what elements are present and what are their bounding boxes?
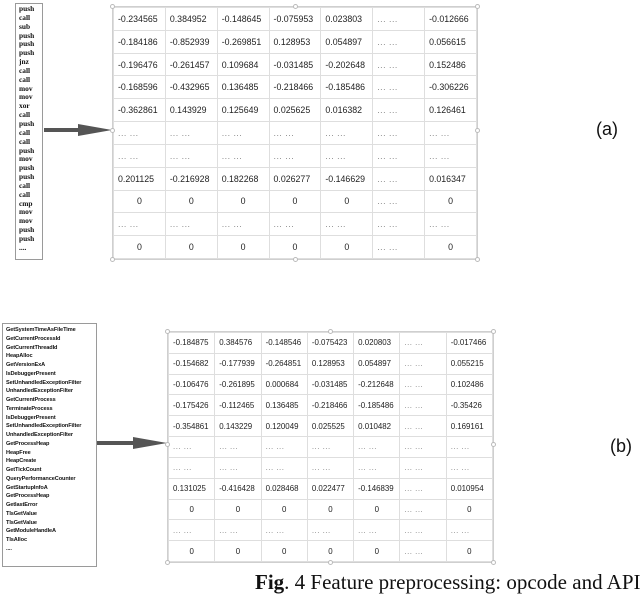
table-cell: -0.184186 bbox=[114, 30, 166, 53]
table-cell: ... ... bbox=[321, 122, 373, 145]
sequence-item: mov bbox=[19, 216, 33, 226]
table-cell: -0.218466 bbox=[269, 76, 321, 99]
table-cell: ... ... bbox=[373, 53, 425, 76]
table-cell: 0.128953 bbox=[307, 353, 353, 374]
sequence-item: QueryPerformanceCounter bbox=[6, 475, 76, 482]
table-cell: ... ... bbox=[446, 520, 492, 541]
sequence-item: HeapAlloc bbox=[6, 353, 33, 360]
sequence-item: mov bbox=[19, 207, 33, 217]
sequence-item: GetCurrentThreadId bbox=[6, 344, 58, 351]
table-cell: 0.020803 bbox=[354, 333, 400, 354]
caption-prefix: Fig bbox=[255, 570, 285, 594]
table-cell: 0.384576 bbox=[215, 333, 261, 354]
table-row bbox=[169, 499, 493, 520]
table-row bbox=[114, 236, 477, 259]
table-cell: 0 bbox=[354, 541, 400, 562]
table-cell: 0.120049 bbox=[261, 416, 307, 437]
table-cell: 0.028468 bbox=[261, 478, 307, 499]
sequence-item: TlsGetValue bbox=[6, 510, 37, 517]
sequence-item: TlsGetValue bbox=[6, 519, 37, 526]
table-cell: ... ... bbox=[400, 478, 446, 499]
table-cell: 0.016382 bbox=[321, 99, 373, 122]
table-cell: -0.075423 bbox=[307, 333, 353, 354]
table-cell: 0 bbox=[217, 190, 269, 213]
table-row bbox=[169, 416, 493, 437]
api-sequence-list bbox=[2, 323, 97, 567]
table-cell: ... ... bbox=[425, 213, 477, 236]
sequence-item: TerminateProcess bbox=[6, 405, 53, 412]
table-cell: -0.148645 bbox=[217, 8, 269, 31]
table-cell: 0.125649 bbox=[217, 99, 269, 122]
table-cell: 0 bbox=[307, 499, 353, 520]
table-cell: ... ... bbox=[373, 213, 425, 236]
arrow-icon-b bbox=[97, 437, 167, 449]
table-row bbox=[114, 8, 477, 31]
table-cell: -0.35426 bbox=[446, 395, 492, 416]
table-cell: ... ... bbox=[321, 144, 373, 167]
sequence-item: mov bbox=[19, 92, 33, 102]
sequence-item: SetUnhandledExceptionFilter bbox=[6, 423, 82, 430]
table-cell: 0.054897 bbox=[321, 30, 373, 53]
table-cell: 0.056615 bbox=[425, 30, 477, 53]
panel-label-b: (b) bbox=[610, 436, 632, 456]
table-cell: ... ... bbox=[307, 520, 353, 541]
sequence-item: push bbox=[19, 225, 35, 235]
table-cell: 0 bbox=[165, 236, 217, 259]
sequence-item: jnz bbox=[19, 57, 29, 67]
sequence-item: TlsAlloc bbox=[6, 537, 27, 543]
table-cell: ... ... bbox=[373, 30, 425, 53]
table-cell: 0 bbox=[261, 541, 307, 562]
sequence-item: mov bbox=[19, 83, 33, 93]
table-cell: 0.143929 bbox=[165, 99, 217, 122]
table-cell: -0.146629 bbox=[321, 167, 373, 190]
table-cell: ... ... bbox=[307, 437, 353, 458]
arrow-icon-a bbox=[44, 124, 112, 136]
sequence-item: xor bbox=[19, 101, 30, 111]
table-row bbox=[114, 99, 477, 122]
table-cell: -0.416428 bbox=[215, 478, 261, 499]
table-cell: 0 bbox=[169, 541, 215, 562]
sequence-item: IsDebuggerPresent bbox=[6, 414, 56, 421]
figure-caption bbox=[255, 570, 640, 595]
sequence-item: sub bbox=[19, 21, 31, 31]
table-row bbox=[114, 190, 477, 213]
sequence-item: push bbox=[19, 172, 35, 182]
table-cell: ... ... bbox=[400, 333, 446, 354]
sequence-item: mov bbox=[19, 154, 33, 164]
table-cell: -0.112465 bbox=[215, 395, 261, 416]
table-cell: 0.201125 bbox=[114, 167, 166, 190]
resize-handle bbox=[165, 442, 170, 447]
sequence-item: HeapFree bbox=[6, 449, 31, 456]
table-cell: -0.196476 bbox=[114, 53, 166, 76]
feature-matrix-a bbox=[112, 6, 478, 260]
table-row bbox=[114, 167, 477, 190]
sequence-item: GetCurrentProcess bbox=[6, 397, 56, 403]
table-cell: ... ... bbox=[400, 437, 446, 458]
table-row bbox=[169, 541, 493, 562]
sequence-item: GetStartupInfoA bbox=[6, 484, 48, 491]
table-cell: -0.261457 bbox=[165, 53, 217, 76]
table-cell: -0.202648 bbox=[321, 53, 373, 76]
table-cell: -0.264851 bbox=[261, 353, 307, 374]
table-cell: 0 bbox=[354, 499, 400, 520]
table-cell: -0.031485 bbox=[269, 53, 321, 76]
table-cell: 0.025525 bbox=[307, 416, 353, 437]
table-cell: -0.148546 bbox=[261, 333, 307, 354]
table-cell: 0 bbox=[169, 499, 215, 520]
table-cell: 0.010482 bbox=[354, 416, 400, 437]
table-cell: ... ... bbox=[373, 122, 425, 145]
table-cell: ... ... bbox=[354, 457, 400, 478]
table-cell: ... ... bbox=[400, 499, 446, 520]
resize-handle bbox=[475, 128, 480, 133]
table-cell: 0 bbox=[425, 190, 477, 213]
table-cell: ... ... bbox=[165, 213, 217, 236]
resize-handle bbox=[328, 329, 333, 334]
table-cell: ... ... bbox=[217, 122, 269, 145]
table-cell: 0 bbox=[165, 190, 217, 213]
table-cell: ... ... bbox=[307, 457, 353, 478]
table-cell: -0.012666 bbox=[425, 8, 477, 31]
table-cell: 0 bbox=[307, 541, 353, 562]
table-cell: 0.384952 bbox=[165, 8, 217, 31]
table-cell: -0.852939 bbox=[165, 30, 217, 53]
table-cell: 0.152486 bbox=[425, 53, 477, 76]
resize-handle bbox=[110, 128, 115, 133]
table-cell: ... ... bbox=[169, 520, 215, 541]
table-cell: -0.175426 bbox=[169, 395, 215, 416]
table-cell: ... ... bbox=[373, 190, 425, 213]
table-cell: ... ... bbox=[373, 144, 425, 167]
sequence-item: push bbox=[19, 145, 35, 155]
table-cell: ... ... bbox=[446, 437, 492, 458]
table-cell: ... ... bbox=[269, 144, 321, 167]
table-cell: 0.022477 bbox=[307, 478, 353, 499]
table-cell: -0.185486 bbox=[354, 395, 400, 416]
table-cell: 0.136485 bbox=[261, 395, 307, 416]
table-cell: -0.269851 bbox=[217, 30, 269, 53]
sequence-item: call bbox=[19, 189, 31, 199]
table-cell: ... ... bbox=[373, 76, 425, 99]
table-cell: ... ... bbox=[217, 213, 269, 236]
sequence-item: .... bbox=[19, 242, 27, 252]
sequence-item: push bbox=[19, 48, 35, 58]
sequence-item: push bbox=[19, 233, 35, 243]
sequence-item: call bbox=[19, 65, 31, 75]
table-cell: 0.023803 bbox=[321, 8, 373, 31]
table-cell: -0.154682 bbox=[169, 353, 215, 374]
table-cell: 0.109684 bbox=[217, 53, 269, 76]
sequence-item: call bbox=[19, 12, 31, 22]
sequence-item: GetProcessHeap bbox=[6, 493, 50, 500]
table-row bbox=[114, 122, 477, 145]
table-cell: 0.000684 bbox=[261, 374, 307, 395]
sequence-item: call bbox=[19, 74, 31, 84]
table-cell: 0 bbox=[425, 236, 477, 259]
caption-text: . 4 Feature preprocessing: opcode and API bbox=[284, 570, 640, 594]
table-cell: -0.185486 bbox=[321, 76, 373, 99]
table-cell: -0.362861 bbox=[114, 99, 166, 122]
table-row bbox=[114, 30, 477, 53]
table-cell: ... ... bbox=[373, 236, 425, 259]
table-cell: 0.143229 bbox=[215, 416, 261, 437]
table-cell: ... ... bbox=[373, 8, 425, 31]
table-cell: 0.131025 bbox=[169, 478, 215, 499]
sequence-item: push bbox=[19, 30, 35, 40]
table-cell: -0.432965 bbox=[165, 76, 217, 99]
resize-handle bbox=[293, 257, 298, 262]
table-row bbox=[169, 520, 493, 541]
table-row bbox=[114, 53, 477, 76]
resize-handle bbox=[165, 329, 170, 334]
table-cell: 0.055215 bbox=[446, 353, 492, 374]
sequence-item: GetlastError bbox=[6, 502, 38, 508]
table-cell: ... ... bbox=[354, 520, 400, 541]
table-cell: 0.182268 bbox=[217, 167, 269, 190]
table-cell: ... ... bbox=[217, 144, 269, 167]
sequence-item: UnhandledExceptionFilter bbox=[6, 388, 73, 395]
table-cell: 0.010954 bbox=[446, 478, 492, 499]
table-cell: 0.025625 bbox=[269, 99, 321, 122]
table-cell: ... ... bbox=[373, 99, 425, 122]
sequence-item: GetModuleHandleA bbox=[6, 528, 56, 535]
table-cell: 0 bbox=[215, 541, 261, 562]
table-cell: -0.261895 bbox=[215, 374, 261, 395]
table-cell: ... ... bbox=[261, 520, 307, 541]
table-cell: ... ... bbox=[321, 213, 373, 236]
table-cell: ... ... bbox=[446, 457, 492, 478]
table-cell: ... ... bbox=[215, 520, 261, 541]
table-cell: ... ... bbox=[215, 437, 261, 458]
sequence-item: call bbox=[19, 127, 31, 137]
sequence-item: call bbox=[19, 136, 31, 146]
table-row bbox=[169, 437, 493, 458]
table-cell: -0.234565 bbox=[114, 8, 166, 31]
table-cell: 0.169161 bbox=[446, 416, 492, 437]
sequence-item: GetVersionExA bbox=[6, 362, 46, 368]
table-cell: ... ... bbox=[400, 541, 446, 562]
sequence-item: IsDebuggerPresent bbox=[6, 370, 56, 377]
table-cell: 0 bbox=[446, 541, 492, 562]
sequence-item: HeapCreate bbox=[6, 458, 37, 465]
sequence-item: GetTickCount bbox=[6, 467, 42, 473]
table-cell: ... ... bbox=[261, 457, 307, 478]
table-row bbox=[114, 144, 477, 167]
table-cell: ... ... bbox=[269, 122, 321, 145]
table-row bbox=[169, 478, 493, 499]
table-cell: 0 bbox=[321, 236, 373, 259]
table-cell: 0.016347 bbox=[425, 167, 477, 190]
sequence-item: .... bbox=[6, 545, 12, 552]
table-cell: ... ... bbox=[400, 457, 446, 478]
table-cell: 0 bbox=[269, 190, 321, 213]
table-cell: -0.031485 bbox=[307, 374, 353, 395]
table-cell: 0.102486 bbox=[446, 374, 492, 395]
table-cell: 0 bbox=[114, 190, 166, 213]
table-cell: ... ... bbox=[269, 213, 321, 236]
table-cell: 0 bbox=[114, 236, 166, 259]
table-cell: 0 bbox=[321, 190, 373, 213]
table-cell: -0.017466 bbox=[446, 333, 492, 354]
table-cell: ... ... bbox=[354, 437, 400, 458]
table-cell: -0.106476 bbox=[169, 374, 215, 395]
table-cell: -0.075953 bbox=[269, 8, 321, 31]
resize-handle bbox=[110, 4, 115, 9]
table-cell: 0 bbox=[269, 236, 321, 259]
table-row bbox=[169, 333, 493, 354]
table-cell: -0.216928 bbox=[165, 167, 217, 190]
table-cell: -0.354861 bbox=[169, 416, 215, 437]
table-cell: ... ... bbox=[400, 416, 446, 437]
table-cell: ... ... bbox=[400, 374, 446, 395]
sequence-item: push bbox=[19, 39, 35, 49]
table-cell: ... ... bbox=[165, 144, 217, 167]
table-cell: -0.184875 bbox=[169, 333, 215, 354]
table-cell: 0.136485 bbox=[217, 76, 269, 99]
table-cell: -0.218466 bbox=[307, 395, 353, 416]
panel-label-a: (a) bbox=[596, 119, 618, 139]
opcode-sequence-list bbox=[15, 3, 43, 260]
table-cell: 0.054897 bbox=[354, 353, 400, 374]
sequence-item: GetCurrentProcessId bbox=[6, 335, 61, 342]
sequence-item: cmp bbox=[19, 198, 33, 208]
table-cell: ... ... bbox=[169, 457, 215, 478]
table-cell: ... ... bbox=[425, 144, 477, 167]
table-cell: 0.126461 bbox=[425, 99, 477, 122]
resize-handle bbox=[475, 257, 480, 262]
feature-matrix-b bbox=[167, 331, 494, 563]
table-row bbox=[169, 353, 493, 374]
table-cell: -0.168596 bbox=[114, 76, 166, 99]
resize-handle bbox=[491, 442, 496, 447]
resize-handle bbox=[165, 560, 170, 565]
table-cell: -0.177939 bbox=[215, 353, 261, 374]
table-cell: 0 bbox=[261, 499, 307, 520]
table-cell: ... ... bbox=[114, 213, 166, 236]
sequence-item: push bbox=[19, 118, 35, 128]
sequence-item: call bbox=[19, 110, 31, 120]
table-cell: ... ... bbox=[400, 395, 446, 416]
table-cell: ... ... bbox=[400, 520, 446, 541]
sequence-item: SetUnhandledExceptionFilter bbox=[6, 379, 82, 386]
resize-handle bbox=[110, 257, 115, 262]
sequence-item: GetSystemTimeAsFileTime bbox=[6, 327, 76, 333]
sequence-item: call bbox=[19, 180, 31, 190]
table-cell: 0.026277 bbox=[269, 167, 321, 190]
resize-handle bbox=[491, 560, 496, 565]
table-cell: ... ... bbox=[114, 122, 166, 145]
table-cell: -0.212648 bbox=[354, 374, 400, 395]
table-cell: ... ... bbox=[261, 437, 307, 458]
table-row bbox=[169, 374, 493, 395]
table-cell: 0 bbox=[217, 236, 269, 259]
resize-handle bbox=[328, 560, 333, 565]
resize-handle bbox=[293, 4, 298, 9]
table-row bbox=[114, 213, 477, 236]
table-cell: ... ... bbox=[165, 122, 217, 145]
sequence-item: GetProcessHeap bbox=[6, 440, 50, 447]
table-cell: -0.146839 bbox=[354, 478, 400, 499]
table-cell: 0.128953 bbox=[269, 30, 321, 53]
sequence-item: push bbox=[19, 4, 35, 13]
table-row bbox=[114, 76, 477, 99]
table-cell: ... ... bbox=[215, 457, 261, 478]
table-cell: ... ... bbox=[114, 144, 166, 167]
table-cell: -0.306226 bbox=[425, 76, 477, 99]
table-cell: 0 bbox=[446, 499, 492, 520]
table-cell: 0 bbox=[215, 499, 261, 520]
sequence-item: UnhandledExceptionFilter bbox=[6, 432, 73, 438]
resize-handle bbox=[491, 329, 496, 334]
table-row bbox=[169, 457, 493, 478]
sequence-item: push bbox=[19, 163, 35, 173]
table-cell: ... ... bbox=[373, 167, 425, 190]
table-cell: ... ... bbox=[425, 122, 477, 145]
table-cell: ... ... bbox=[169, 437, 215, 458]
table-cell: ... ... bbox=[400, 353, 446, 374]
table-row bbox=[169, 395, 493, 416]
resize-handle bbox=[475, 4, 480, 9]
